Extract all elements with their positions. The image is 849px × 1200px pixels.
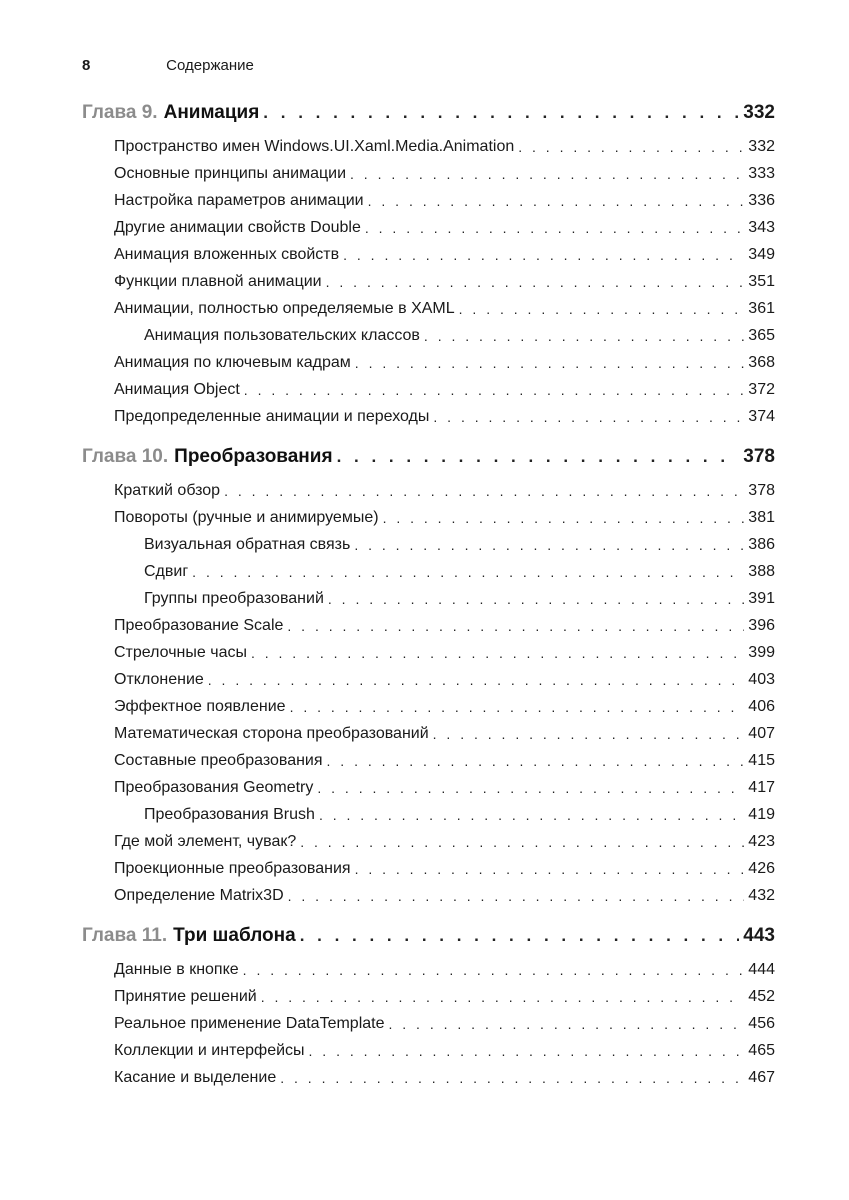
- dot-leader: [319, 807, 744, 823]
- chapter-page-number: 443: [743, 925, 775, 946]
- dot-leader: [433, 409, 744, 425]
- chapter-number: Глава 10.: [82, 446, 169, 467]
- entry-page-number: 386: [748, 535, 775, 553]
- toc-entry[interactable]: [82, 477, 775, 504]
- dot-leader: [300, 834, 744, 850]
- entry-page-number: 456: [748, 1014, 775, 1032]
- toc-entry[interactable]: [82, 241, 775, 268]
- entry-title: Стрелочные часы: [114, 643, 247, 661]
- toc-entry[interactable]: [82, 349, 775, 376]
- toc-entry[interactable]: [82, 1010, 775, 1037]
- entry-page-number: 336: [748, 191, 775, 209]
- toc-entry[interactable]: [82, 1037, 775, 1064]
- entry-page-number: 426: [748, 859, 775, 877]
- toc-chapter-heading[interactable]: [82, 919, 775, 953]
- entry-page-number: 452: [748, 987, 775, 1005]
- toc-entry[interactable]: [82, 504, 775, 531]
- entry-title: Группы преобразований: [144, 589, 324, 607]
- dot-leader: [243, 962, 745, 978]
- table-of-contents: [82, 96, 775, 1091]
- dot-leader: [251, 645, 744, 661]
- toc-entry[interactable]: [82, 774, 775, 801]
- dot-leader: [300, 926, 740, 946]
- entry-title: Определение Matrix3D: [114, 886, 284, 904]
- entry-page-number: 349: [748, 245, 775, 263]
- dot-leader: [287, 618, 744, 634]
- dot-leader: [328, 591, 744, 607]
- page-header: [82, 56, 254, 76]
- dot-leader: [208, 672, 745, 688]
- chapter-label: [82, 446, 333, 468]
- toc-entry[interactable]: [82, 666, 775, 693]
- toc-entry[interactable]: [82, 828, 775, 855]
- dot-leader: [288, 888, 745, 904]
- entry-title: Составные преобразования: [114, 751, 323, 769]
- entry-page-number: 332: [748, 137, 775, 155]
- entry-page-number: 372: [748, 380, 775, 398]
- toc-entry[interactable]: [82, 747, 775, 774]
- entry-title: Анимации, полностью определяемые в XAML: [114, 299, 455, 317]
- chapter-title: Анимация: [163, 102, 260, 123]
- entry-page-number: 374: [748, 407, 775, 425]
- dot-leader: [192, 564, 744, 580]
- chapter-label: [82, 925, 296, 947]
- chapter-number: Глава 9.: [82, 102, 158, 123]
- entry-title: Отклонение: [114, 670, 204, 688]
- toc-subentry[interactable]: [82, 801, 775, 828]
- chapter-title: Преобразования: [174, 446, 333, 467]
- entry-page-number: 465: [748, 1041, 775, 1059]
- page-number: 8: [82, 57, 91, 74]
- toc-chapter: [82, 440, 775, 909]
- entry-page-number: 415: [748, 751, 775, 769]
- chapter-page-number: 378: [743, 446, 775, 467]
- entry-title: Функции плавной анимации: [114, 272, 322, 290]
- entry-page-number: 399: [748, 643, 775, 661]
- dot-leader: [368, 193, 745, 209]
- entry-title: Пространство имен Windows.UI.Xaml.Media.Animation: [114, 137, 515, 155]
- dot-leader: [388, 1016, 744, 1032]
- entry-title: Анимация по ключевым кадрам: [114, 353, 351, 371]
- entry-page-number: 423: [748, 832, 775, 850]
- entry-title: Сдвиг: [144, 562, 189, 580]
- toc-entry[interactable]: [82, 612, 775, 639]
- dot-leader: [343, 247, 744, 263]
- entry-title: Настройка параметров анимации: [114, 191, 364, 209]
- entry-page-number: 396: [748, 616, 775, 634]
- dot-leader: [280, 1070, 744, 1086]
- dot-leader: [327, 753, 745, 769]
- toc-chapter: [82, 96, 775, 430]
- dot-leader: [383, 510, 745, 526]
- entry-title: Анимация вложенных свойств: [114, 245, 340, 263]
- entry-page-number: 388: [748, 562, 775, 580]
- toc-entry[interactable]: [82, 295, 775, 322]
- toc-entry[interactable]: [82, 855, 775, 882]
- entry-title: Данные в кнопке: [114, 960, 239, 978]
- entry-title: Преобразования Geometry: [114, 778, 314, 796]
- entry-title: Преобразование Scale: [114, 616, 284, 634]
- entry-title: Принятие решений: [114, 987, 257, 1005]
- entry-title: Другие анимации свойств Double: [114, 218, 361, 236]
- dot-leader: [365, 220, 744, 236]
- chapter-page-number: 332: [743, 102, 775, 123]
- toc-entry[interactable]: [82, 1064, 775, 1091]
- toc-entry[interactable]: [82, 133, 775, 160]
- entry-page-number: 403: [748, 670, 775, 688]
- entry-title: Касание и выделение: [114, 1068, 277, 1086]
- entry-page-number: 407: [748, 724, 775, 742]
- toc-subentry[interactable]: [82, 585, 775, 612]
- toc-entry[interactable]: [82, 720, 775, 747]
- dot-leader: [261, 989, 745, 1005]
- entry-title: Краткий обзор: [114, 481, 221, 499]
- entry-page-number: 365: [748, 326, 775, 344]
- dot-leader: [350, 166, 744, 182]
- entry-page-number: 368: [748, 353, 775, 371]
- chapter-title: Три шаблона: [173, 925, 296, 946]
- entry-page-number: 391: [748, 589, 775, 607]
- dot-leader: [244, 382, 745, 398]
- entry-title: Реальное применение DataTemplate: [114, 1014, 385, 1032]
- toc-entry[interactable]: [82, 956, 775, 983]
- entry-page-number: 378: [748, 481, 775, 499]
- chapter-label: [82, 102, 259, 124]
- entry-page-number: 467: [748, 1068, 775, 1086]
- dot-leader: [424, 328, 744, 344]
- entry-page-number: 351: [748, 272, 775, 290]
- dot-leader: [355, 355, 745, 371]
- dot-leader: [317, 780, 744, 796]
- toc-chapter-heading[interactable]: [82, 96, 775, 130]
- toc-entry[interactable]: [82, 639, 775, 666]
- entry-title: Коллекции и интерфейсы: [114, 1041, 305, 1059]
- dot-leader: [337, 447, 740, 467]
- toc-entry[interactable]: [82, 882, 775, 909]
- toc-entry[interactable]: [82, 160, 775, 187]
- toc-entry[interactable]: [82, 403, 775, 430]
- toc-entry[interactable]: [82, 983, 775, 1010]
- entry-title: Повороты (ручные и анимируемые): [114, 508, 379, 526]
- dot-leader: [224, 483, 744, 499]
- entry-page-number: 381: [748, 508, 775, 526]
- running-title: Содержание: [166, 57, 254, 74]
- entry-title: Анимация Object: [114, 380, 240, 398]
- entry-title: Визуальная обратная связь: [144, 535, 351, 553]
- dot-leader: [433, 726, 745, 742]
- chapter-number: Глава 11.: [82, 925, 168, 946]
- toc-subentry[interactable]: [82, 531, 775, 558]
- entry-title: Предопределенные анимации и переходы: [114, 407, 430, 425]
- toc-chapter-heading[interactable]: [82, 440, 775, 474]
- toc-entry[interactable]: [82, 214, 775, 241]
- dot-leader: [459, 301, 745, 317]
- entry-page-number: 361: [748, 299, 775, 317]
- entry-title: Проекционные преобразования: [114, 859, 351, 877]
- toc-chapter: [82, 919, 775, 1091]
- toc-entry[interactable]: [82, 693, 775, 720]
- toc-entry[interactable]: [82, 268, 775, 295]
- entry-title: Преобразования Brush: [144, 805, 315, 823]
- entry-title: Анимация пользовательских классов: [144, 326, 420, 344]
- entry-title: Где мой элемент, чувак?: [114, 832, 297, 850]
- dot-leader: [290, 699, 745, 715]
- entry-page-number: 406: [748, 697, 775, 715]
- dot-leader: [354, 537, 744, 553]
- entry-title: Эффектное появление: [114, 697, 286, 715]
- entry-page-number: 417: [748, 778, 775, 796]
- dot-leader: [263, 103, 739, 123]
- toc-subentry[interactable]: [82, 558, 775, 585]
- entry-title: Основные принципы анимации: [114, 164, 347, 182]
- entry-page-number: 419: [748, 805, 775, 823]
- dot-leader: [355, 861, 745, 877]
- dot-leader: [518, 139, 744, 155]
- toc-entry[interactable]: [82, 187, 775, 214]
- entry-page-number: 343: [748, 218, 775, 236]
- dot-leader: [309, 1043, 745, 1059]
- toc-subentry[interactable]: [82, 322, 775, 349]
- toc-entry[interactable]: [82, 376, 775, 403]
- entry-page-number: 333: [748, 164, 775, 182]
- entry-page-number: 444: [748, 960, 775, 978]
- entry-title: Математическая сторона преобразований: [114, 724, 429, 742]
- dot-leader: [326, 274, 745, 290]
- entry-page-number: 432: [748, 886, 775, 904]
